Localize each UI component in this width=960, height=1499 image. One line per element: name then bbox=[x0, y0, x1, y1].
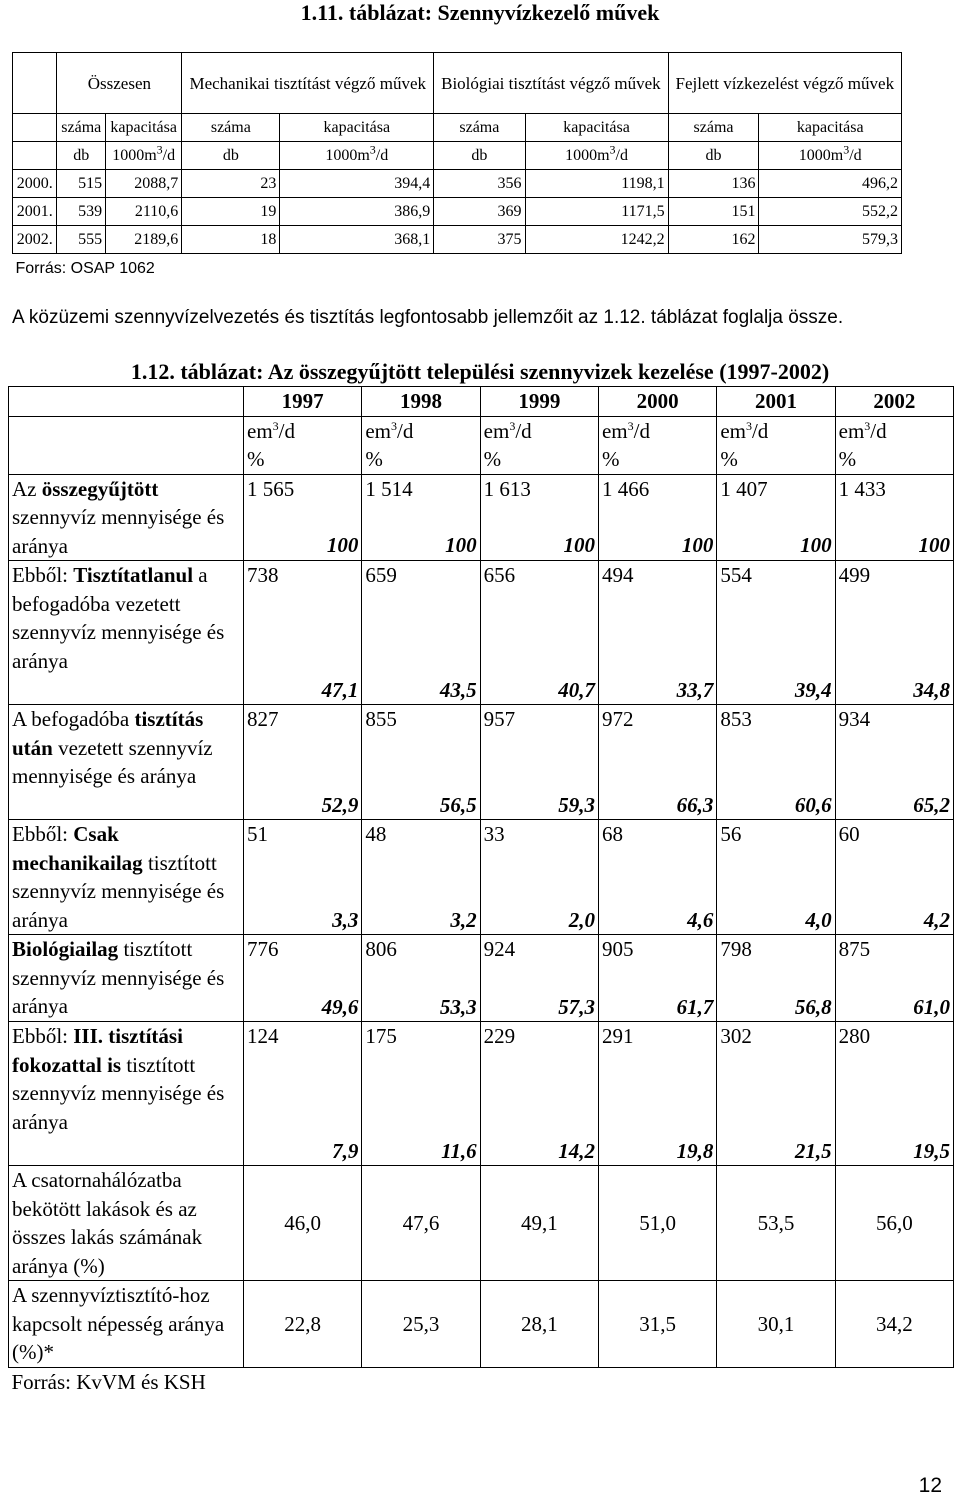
percent-value: 19,8 bbox=[676, 1138, 714, 1163]
value-cell bbox=[362, 561, 480, 705]
table2-source: Forrás: KvVM és KSH bbox=[11, 1370, 206, 1394]
year-header: 2000 bbox=[598, 387, 716, 417]
percent-value: 33,7 bbox=[676, 677, 714, 702]
sub-header: száma bbox=[668, 114, 759, 142]
percent-value: 4,0 bbox=[805, 907, 832, 932]
unit-base: em bbox=[365, 418, 391, 443]
amount-value: 1 514 bbox=[365, 476, 413, 501]
value-cell bbox=[598, 561, 716, 705]
unit-sup: 3 bbox=[509, 418, 516, 433]
amount-value: 738 bbox=[247, 563, 279, 587]
unit-sup: 3 bbox=[843, 142, 850, 157]
value-cell: 579,3 bbox=[759, 226, 902, 254]
amount-value: 934 bbox=[838, 707, 871, 731]
page-number: 12 bbox=[918, 1474, 942, 1497]
unit-cell bbox=[835, 416, 953, 474]
percent-value: 47,1 bbox=[321, 677, 359, 702]
table1-source: Forrás: OSAP 1062 bbox=[15, 260, 155, 277]
amount-value: 798 bbox=[720, 937, 752, 961]
unit-cell bbox=[717, 416, 835, 474]
table2-title: 1.12. táblázat: Az összegyűjtött települési szennyvizek kezelése (1997-2002) bbox=[130, 359, 830, 384]
unit-cell bbox=[480, 416, 598, 474]
unit-sup: 3 bbox=[390, 418, 397, 433]
percent-value: 21,5 bbox=[794, 1138, 832, 1163]
value-cell bbox=[362, 705, 480, 820]
unit-percent: % bbox=[247, 447, 265, 471]
value-cell: 19 bbox=[182, 198, 280, 226]
empty-cell bbox=[9, 416, 244, 474]
unit-sup: 3 bbox=[627, 418, 634, 433]
percent-value: 3,3 bbox=[332, 907, 359, 932]
amount-value: 1 407 bbox=[720, 476, 768, 501]
unit-tail: /d bbox=[615, 146, 628, 164]
percent-value: 65,2 bbox=[913, 792, 950, 817]
value-cell bbox=[480, 474, 598, 561]
label-emphasis: Csak mechanikailag bbox=[12, 822, 143, 875]
value-cell bbox=[598, 935, 716, 1022]
percent-value: 57,3 bbox=[558, 994, 595, 1019]
percent-value: 2,0 bbox=[568, 907, 595, 932]
unit-tail: /d bbox=[849, 146, 862, 164]
unit-tail: /d bbox=[396, 418, 414, 443]
percent-value: 100 bbox=[800, 533, 832, 557]
value-cell: 22,8 bbox=[244, 1281, 362, 1368]
value-cell: 51,0 bbox=[598, 1166, 716, 1281]
label-emphasis: összegyűjtött bbox=[41, 476, 159, 501]
unit-tail: /d bbox=[162, 146, 176, 164]
amount-value: 302 bbox=[720, 1024, 752, 1048]
unit-sup: 3 bbox=[369, 142, 376, 157]
value-cell bbox=[717, 820, 835, 935]
unit-base: 1000m bbox=[325, 146, 370, 164]
value-cell: 375 bbox=[434, 226, 525, 254]
value-cell: 2088,7 bbox=[106, 170, 182, 198]
unit-base: em bbox=[838, 418, 865, 443]
percent-value: 4,2 bbox=[923, 907, 950, 932]
label-text: vezetett szennyvíz mennyisége és aránya bbox=[12, 735, 213, 788]
label-emphasis: Tisztítatlanul bbox=[73, 563, 194, 587]
table-row bbox=[9, 1281, 954, 1368]
year-header: 1997 bbox=[244, 387, 362, 417]
empty-cell bbox=[13, 114, 57, 142]
percent-value: 66,3 bbox=[676, 792, 714, 817]
value-cell: 34,2 bbox=[835, 1281, 953, 1368]
amount-value: 924 bbox=[483, 937, 516, 961]
unit-cell: db bbox=[57, 142, 106, 170]
table-row bbox=[13, 170, 902, 198]
amount-value: 776 bbox=[247, 937, 279, 961]
sub-header: kapacitása bbox=[759, 114, 902, 142]
percent-value: 100 bbox=[563, 533, 595, 557]
value-cell bbox=[717, 561, 835, 705]
percent-value: 34,8 bbox=[913, 677, 950, 702]
unit-percent: % bbox=[838, 447, 857, 471]
amount-value: 853 bbox=[720, 707, 752, 731]
unit-base: 1000m bbox=[798, 146, 844, 164]
sub-header: száma bbox=[182, 114, 280, 142]
percent-value: 39,4 bbox=[794, 677, 832, 702]
percent-value: 61,0 bbox=[913, 994, 950, 1019]
value-cell bbox=[362, 474, 480, 561]
value-cell bbox=[835, 561, 953, 705]
value-cell bbox=[835, 705, 953, 820]
value-cell: 369 bbox=[434, 198, 525, 226]
corner-cell bbox=[9, 387, 244, 417]
value-cell bbox=[480, 1022, 598, 1166]
unit-tail: /d bbox=[375, 146, 389, 164]
row-label bbox=[9, 1022, 244, 1166]
value-cell: 47,6 bbox=[362, 1166, 480, 1281]
percent-value: 19,5 bbox=[913, 1138, 950, 1163]
year-cell: 2002. bbox=[13, 226, 57, 254]
value-cell: 515 bbox=[57, 170, 106, 198]
unit-base: 1000m bbox=[112, 146, 157, 164]
unit-tail: /d bbox=[278, 418, 295, 443]
value-cell: 162 bbox=[668, 226, 759, 254]
unit-cell: db bbox=[434, 142, 525, 170]
value-cell bbox=[598, 705, 716, 820]
amount-value: 972 bbox=[601, 707, 634, 731]
value-cell bbox=[480, 820, 598, 935]
value-cell: 368,1 bbox=[280, 226, 434, 254]
value-cell bbox=[717, 474, 835, 561]
amount-value: 291 bbox=[601, 1024, 634, 1048]
table-row bbox=[13, 198, 902, 226]
value-cell: 1171,5 bbox=[525, 198, 668, 226]
value-cell: 53,5 bbox=[717, 1166, 835, 1281]
unit-percent: % bbox=[365, 447, 383, 471]
amount-value: 957 bbox=[483, 707, 516, 731]
sub-header-row bbox=[13, 114, 902, 142]
value-cell: 555 bbox=[57, 226, 106, 254]
unit-cell: db bbox=[182, 142, 280, 170]
value-cell bbox=[244, 935, 362, 1022]
sub-header: kapacitása bbox=[280, 114, 434, 142]
value-cell bbox=[244, 474, 362, 561]
year-header: 2001 bbox=[717, 387, 835, 417]
unit-sup: 3 bbox=[156, 142, 163, 157]
unit-cell bbox=[598, 416, 716, 474]
percent-value: 59,3 bbox=[558, 792, 595, 817]
amount-value: 1 433 bbox=[838, 476, 886, 501]
value-cell: 46,0 bbox=[244, 1166, 362, 1281]
amount-value: 60 bbox=[838, 822, 860, 846]
label-text: A befogadóba bbox=[12, 707, 135, 731]
percent-value: 49,6 bbox=[321, 994, 359, 1019]
unit-sup: 3 bbox=[609, 142, 616, 157]
unit-base: 1000m bbox=[565, 146, 610, 164]
value-cell: 1198,1 bbox=[525, 170, 668, 198]
table-row bbox=[9, 705, 954, 820]
unit-tail: /d bbox=[633, 418, 650, 443]
label-text: Ebből: bbox=[12, 1024, 74, 1048]
percent-value: 60,6 bbox=[794, 792, 832, 817]
value-cell bbox=[835, 1022, 953, 1166]
row-label bbox=[9, 474, 244, 561]
value-cell bbox=[480, 561, 598, 705]
label-emphasis: III. tisztítási fokozattal is bbox=[12, 1024, 183, 1077]
row-label bbox=[9, 705, 244, 820]
unit-tail: /d bbox=[751, 418, 769, 443]
percent-value: 100 bbox=[918, 533, 950, 557]
unit-row bbox=[9, 416, 954, 474]
value-cell: 49,1 bbox=[480, 1166, 598, 1281]
value-cell bbox=[835, 820, 953, 935]
percent-value: 52,9 bbox=[321, 792, 359, 817]
label-text: Az bbox=[12, 476, 42, 501]
amount-value: 175 bbox=[365, 1024, 397, 1048]
percent-value: 7,9 bbox=[332, 1138, 359, 1163]
unit-base: em bbox=[247, 418, 273, 443]
value-cell bbox=[244, 1022, 362, 1166]
corner-cell bbox=[13, 53, 57, 114]
value-cell bbox=[835, 935, 953, 1022]
label-emphasis: tisztítás után bbox=[12, 707, 204, 760]
year-header-row bbox=[9, 387, 954, 417]
value-cell bbox=[244, 820, 362, 935]
label-text: a befogadóba vezetett szennyvíz mennyisége és aránya bbox=[12, 563, 225, 673]
value-cell: 552,2 bbox=[759, 198, 902, 226]
amount-value: 1 565 bbox=[247, 476, 295, 501]
label-text: Ebből: bbox=[12, 563, 74, 587]
percent-value: 11,6 bbox=[441, 1138, 477, 1163]
value-cell bbox=[717, 1022, 835, 1166]
amount-value: 499 bbox=[838, 563, 871, 587]
unit-percent: % bbox=[483, 447, 502, 471]
amount-value: 656 bbox=[483, 563, 516, 587]
source-row bbox=[9, 1368, 954, 1397]
value-cell: 30,1 bbox=[717, 1281, 835, 1368]
value-cell bbox=[480, 705, 598, 820]
unit-percent: % bbox=[601, 447, 620, 471]
group-header-row bbox=[13, 53, 902, 114]
percent-value: 100 bbox=[445, 533, 477, 557]
sub-header: kapacitása bbox=[106, 114, 182, 142]
value-cell bbox=[717, 935, 835, 1022]
value-cell bbox=[598, 474, 716, 561]
label-text: szennyvíz mennyisége és aránya bbox=[12, 505, 225, 558]
unit-sup: 3 bbox=[745, 418, 752, 433]
row-label bbox=[9, 935, 244, 1022]
year-header: 2002 bbox=[835, 387, 953, 417]
year-cell: 2000. bbox=[13, 170, 57, 198]
unit-cell bbox=[759, 142, 902, 170]
value-cell bbox=[244, 561, 362, 705]
percent-value: 100 bbox=[681, 533, 714, 557]
value-cell: 28,1 bbox=[480, 1281, 598, 1368]
value-cell: 394,4 bbox=[280, 170, 434, 198]
unit-base: em bbox=[601, 418, 628, 443]
value-cell: 1242,2 bbox=[525, 226, 668, 254]
value-cell: 151 bbox=[668, 198, 759, 226]
unit-sup: 3 bbox=[864, 418, 871, 433]
amount-value: 33 bbox=[483, 822, 505, 846]
amount-value: 280 bbox=[838, 1024, 871, 1048]
wastewater-plants-table bbox=[12, 52, 902, 284]
label-text: Ebből: bbox=[12, 822, 74, 846]
amount-value: 68 bbox=[601, 822, 623, 846]
year-header: 1998 bbox=[362, 387, 480, 417]
value-cell: 539 bbox=[57, 198, 106, 226]
table1-title: 1.11. táblázat: Szennyvízkezelő művek bbox=[300, 0, 660, 25]
percent-value: 3,2 bbox=[450, 907, 477, 932]
unit-base: em bbox=[720, 418, 746, 443]
value-cell bbox=[362, 935, 480, 1022]
value-cell: 136 bbox=[668, 170, 759, 198]
amount-value: 554 bbox=[720, 563, 752, 587]
value-cell bbox=[480, 935, 598, 1022]
value-cell: 25,3 bbox=[362, 1281, 480, 1368]
value-cell: 18 bbox=[182, 226, 280, 254]
unit-cell: db bbox=[668, 142, 759, 170]
percent-value: 43,5 bbox=[439, 677, 477, 702]
percent-value: 100 bbox=[326, 533, 359, 557]
row-label bbox=[9, 561, 244, 705]
amount-value: 124 bbox=[247, 1024, 279, 1048]
group-header: Összesen bbox=[57, 53, 182, 114]
empty-cell bbox=[13, 142, 57, 170]
label-text: tisztított szennyvíz mennyisége és aránya bbox=[12, 1052, 225, 1134]
value-cell bbox=[362, 1022, 480, 1166]
value-cell: 386,9 bbox=[280, 198, 434, 226]
value-cell bbox=[598, 820, 716, 935]
value-cell: 23 bbox=[182, 170, 280, 198]
amount-value: 1 466 bbox=[601, 476, 650, 501]
municipal-wastewater-table bbox=[8, 386, 954, 1397]
intro-paragraph: A közüzemi szennyvízelvezetés és tisztítás legfontosabb jellemzőit az 1.12. táblázat foglalja össze. bbox=[12, 307, 844, 328]
sub-header: száma bbox=[57, 114, 106, 142]
amount-value: 48 bbox=[365, 822, 387, 846]
unit-tail: /d bbox=[870, 418, 887, 443]
label-text: tisztított szennyvíz mennyisége és aránya bbox=[12, 850, 225, 932]
unit-sup: 3 bbox=[272, 418, 279, 433]
table-row bbox=[9, 935, 954, 1022]
value-cell bbox=[717, 705, 835, 820]
unit-cell bbox=[280, 142, 434, 170]
unit-cell bbox=[106, 142, 182, 170]
amount-value: 1 613 bbox=[483, 476, 531, 501]
unit-cell bbox=[244, 416, 362, 474]
amount-value: 875 bbox=[838, 937, 871, 961]
value-cell: 31,5 bbox=[598, 1281, 716, 1368]
row-label bbox=[9, 820, 244, 935]
value-cell bbox=[244, 705, 362, 820]
value-cell bbox=[362, 820, 480, 935]
amount-value: 806 bbox=[365, 937, 397, 961]
percent-value: 56,5 bbox=[439, 792, 477, 817]
table-row bbox=[9, 820, 954, 935]
amount-value: 229 bbox=[483, 1024, 516, 1048]
row-label: A csatornahálózatba bekötött lakások és az összes lakás számának aránya (%) bbox=[9, 1166, 244, 1281]
amount-value: 494 bbox=[601, 563, 634, 587]
label-emphasis: Biológiailag bbox=[12, 937, 119, 961]
unit-row bbox=[13, 142, 902, 170]
value-cell: 356 bbox=[434, 170, 525, 198]
percent-value: 14,2 bbox=[558, 1138, 595, 1163]
value-cell: 2189,6 bbox=[106, 226, 182, 254]
amount-value: 659 bbox=[365, 563, 397, 587]
source-row bbox=[13, 254, 902, 285]
percent-value: 61,7 bbox=[676, 994, 714, 1019]
amount-value: 905 bbox=[601, 937, 634, 961]
table-row bbox=[9, 1166, 954, 1281]
value-cell: 56,0 bbox=[835, 1166, 953, 1281]
sub-header: száma bbox=[434, 114, 525, 142]
percent-value: 40,7 bbox=[558, 677, 595, 702]
table-row bbox=[9, 561, 954, 705]
amount-value: 56 bbox=[720, 822, 742, 846]
row-label: A szennyvíztisztító-hoz kapcsolt népesség aránya (%)* bbox=[9, 1281, 244, 1368]
value-cell bbox=[835, 474, 953, 561]
value-cell: 2110,6 bbox=[106, 198, 182, 226]
label-text: tisztított szennyvíz mennyisége és aránya bbox=[12, 937, 225, 1018]
amount-value: 51 bbox=[247, 822, 268, 846]
year-cell: 2001. bbox=[13, 198, 57, 226]
year-header: 1999 bbox=[480, 387, 598, 417]
table-row bbox=[9, 1022, 954, 1166]
amount-value: 855 bbox=[365, 707, 397, 731]
value-cell: 496,2 bbox=[759, 170, 902, 198]
unit-tail: /d bbox=[515, 418, 532, 443]
table-row bbox=[9, 474, 954, 561]
group-header: Mechanikai tisztítást végző művek bbox=[182, 53, 434, 114]
sub-header: kapacitása bbox=[525, 114, 668, 142]
unit-percent: % bbox=[720, 447, 738, 471]
percent-value: 4,6 bbox=[687, 907, 714, 932]
value-cell bbox=[598, 1022, 716, 1166]
amount-value: 827 bbox=[247, 707, 279, 731]
percent-value: 53,3 bbox=[439, 994, 477, 1019]
unit-base: em bbox=[483, 418, 510, 443]
group-header: Fejlett vízkezelést végző művek bbox=[668, 53, 901, 114]
percent-value: 56,8 bbox=[794, 994, 832, 1019]
unit-cell bbox=[362, 416, 480, 474]
unit-cell bbox=[525, 142, 668, 170]
group-header: Biológiai tisztítást végző művek bbox=[434, 53, 668, 114]
table-row bbox=[13, 226, 902, 254]
